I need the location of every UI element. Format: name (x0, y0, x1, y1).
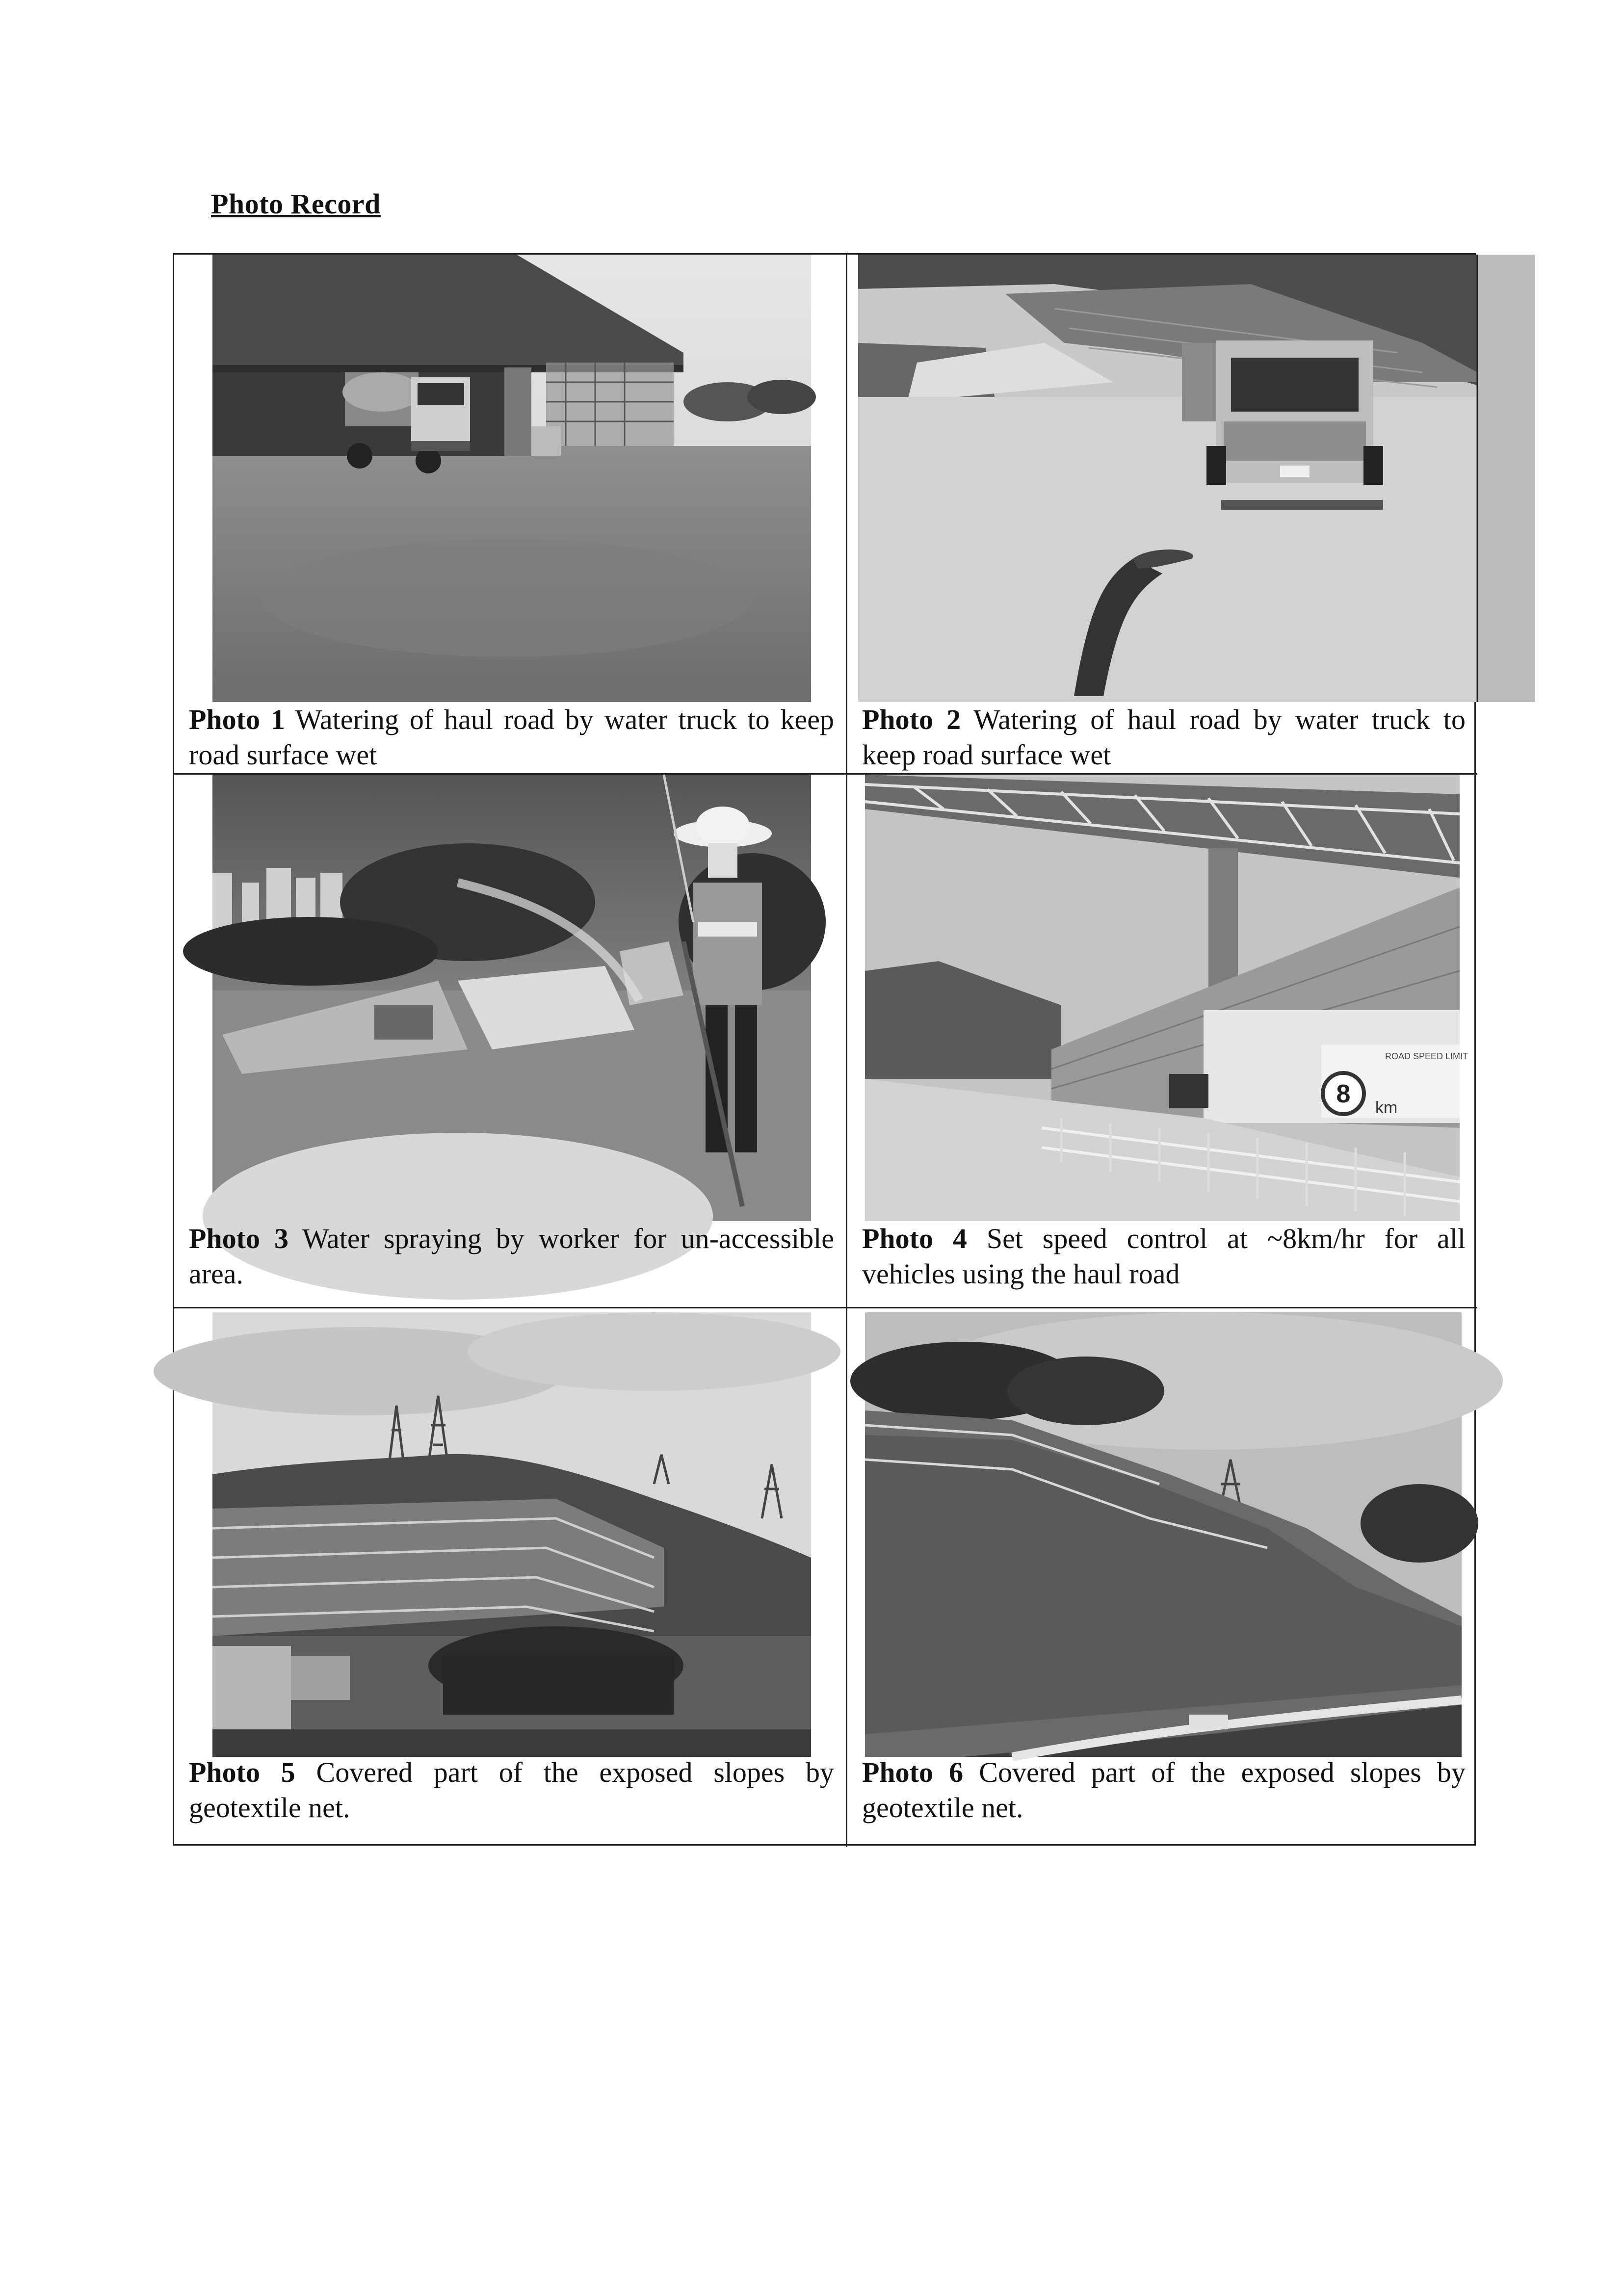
photo-cell-6 (847, 1308, 1477, 1847)
photo-image-2 (858, 255, 1535, 702)
speed-sign-unit: km (1375, 1098, 1398, 1117)
photo-caption-4 (862, 1221, 1466, 1292)
photo-image-5 (212, 1312, 811, 1757)
photo-image-4 (865, 775, 1468, 1221)
photo-caption-5 (189, 1755, 834, 1826)
photo-label-2: Photo 2 (862, 704, 961, 735)
photo-text-2: Watering of haul road by water truck to keep road surface wet (862, 704, 1466, 771)
photo-image-6 (865, 1312, 1462, 1757)
photo-cell-3 (174, 775, 847, 1308)
photo-text-4: Set speed control at ~8km/hr for all vehicles using the haul road (862, 1223, 1466, 1290)
photo-caption-3 (189, 1221, 834, 1292)
photo-text-1: Watering of haul road by water truck to keep road surface wet (189, 704, 835, 771)
speed-sign-value: 8 (1336, 1080, 1351, 1108)
photo-caption-6 (862, 1755, 1466, 1826)
photo-image-3 (212, 775, 811, 1221)
photo-caption-2 (862, 702, 1466, 773)
photo-label-1: Photo 1 (189, 704, 285, 735)
photo-image-1 (212, 255, 811, 702)
photo-cell-5 (174, 1308, 847, 1847)
photo-text-5: Covered part of the exposed slopes by geotextile net. (189, 1756, 835, 1824)
photo-cell-2 (847, 255, 1477, 775)
photo-caption-1 (189, 702, 834, 773)
photo-record-table (173, 253, 1476, 1846)
page-title: Photo Record (211, 188, 381, 220)
photo-cell-1 (174, 255, 847, 775)
speed-sign-header: ROAD SPEED LIMIT (1385, 1051, 1468, 1061)
photo-label-6: Photo 6 (862, 1756, 964, 1788)
photo-label-4: Photo 4 (862, 1223, 967, 1254)
photo-label-5: Photo 5 (189, 1756, 295, 1788)
photo-label-3: Photo 3 (189, 1223, 288, 1254)
photo-text-6: Covered part of the exposed slopes by geotextile net. (862, 1756, 1466, 1824)
photo-text-3: Water spraying by worker for un-accessible area. (189, 1223, 834, 1290)
photo-cell-4 (847, 775, 1477, 1308)
